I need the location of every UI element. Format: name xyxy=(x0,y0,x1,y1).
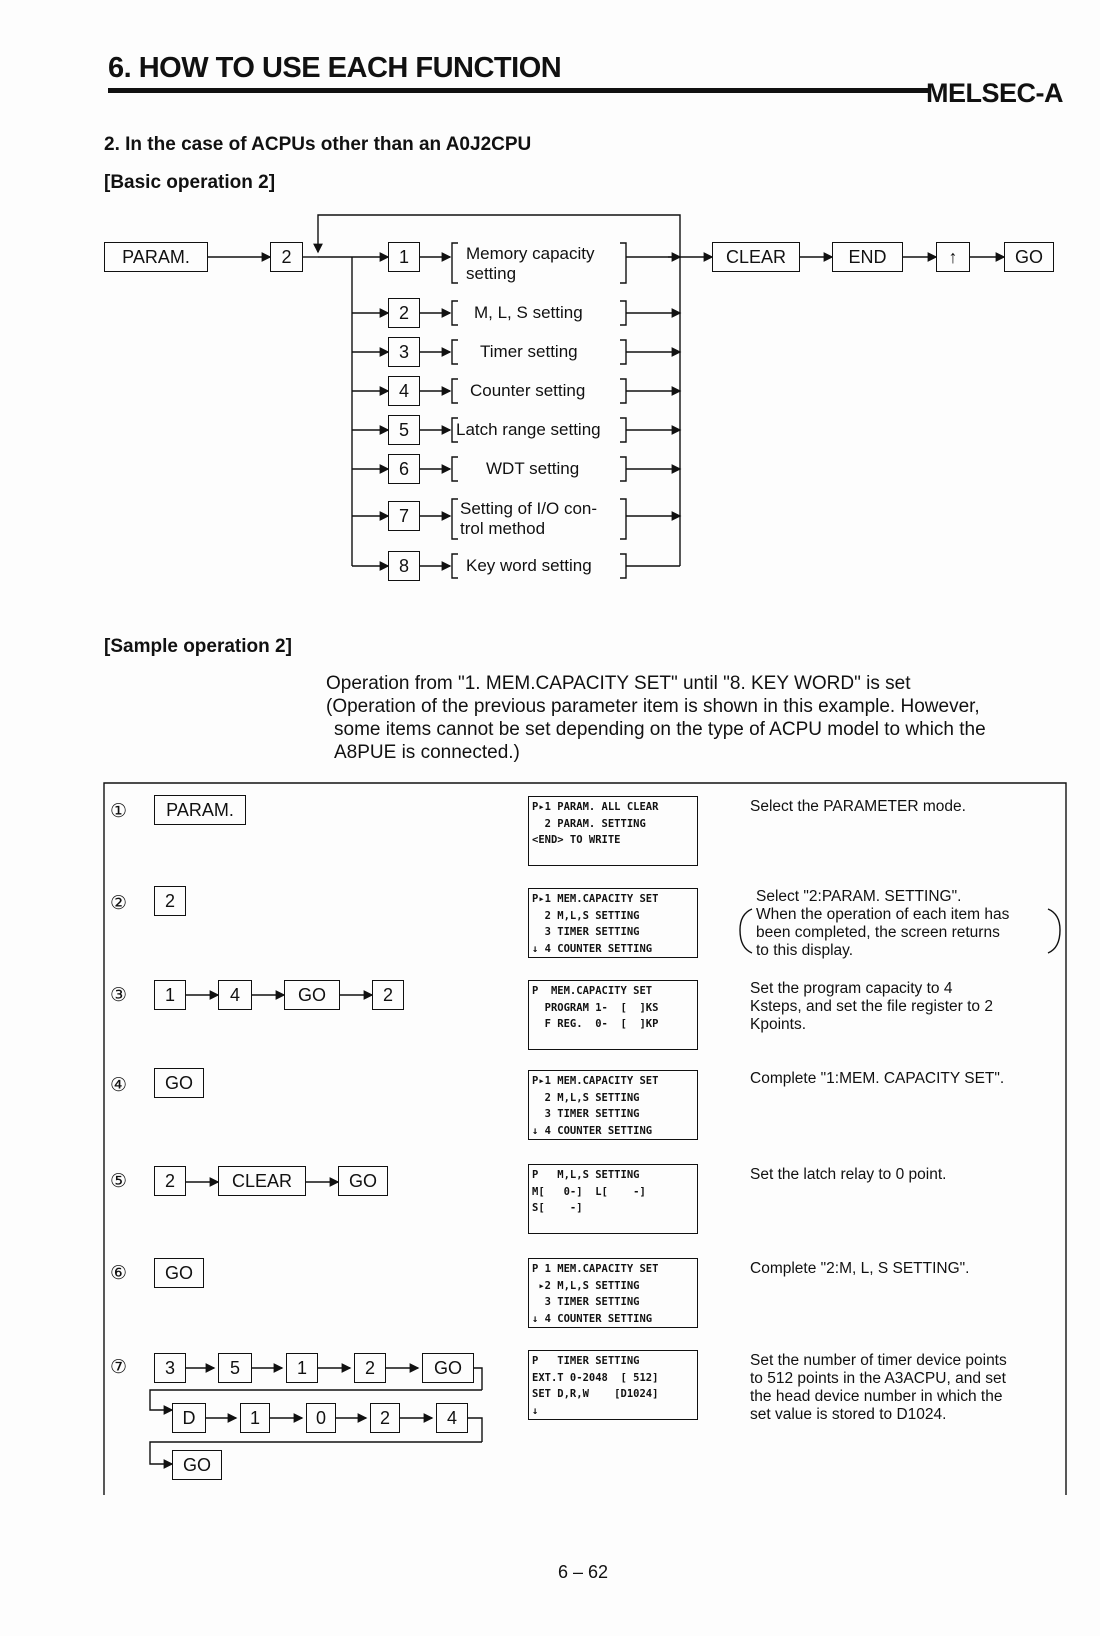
intro-line: some items cannot be set depending on the type of ACPU model to which the xyxy=(334,719,986,740)
lcd-line: P 1 MEM.CAPACITY SET xyxy=(532,1263,659,1275)
item-key-8: 8 xyxy=(388,551,420,581)
step-number: ② xyxy=(110,893,128,914)
step2-description xyxy=(756,888,1009,960)
intro-line: Operation from "1. MEM.CAPACITY SET" until "8. KEY WORD" is set xyxy=(326,673,911,694)
desc-line: Set the number of timer device points xyxy=(750,1352,1007,1369)
step3-key-2: 2 xyxy=(372,980,404,1010)
lcd-line: PROGRAM 1- [ ]KS xyxy=(532,1001,659,1014)
step-number: ⑤ xyxy=(110,1171,128,1192)
step5-lcd xyxy=(528,1164,698,1234)
step4-lcd xyxy=(528,1070,698,1140)
item-label-wdt-setting: WDT setting xyxy=(486,459,580,478)
step4-go-key: GO xyxy=(154,1068,204,1098)
lcd-line: 3 TIMER SETTING xyxy=(532,1108,640,1120)
item-key-7: 7 xyxy=(388,501,420,531)
step-number: ⑥ xyxy=(110,1263,128,1284)
lcd-line: P MEM.CAPACITY SET xyxy=(532,985,653,997)
lcd-line: ↓ 4 COUNTER SETTING xyxy=(532,1124,653,1137)
step7-go-key-final: GO xyxy=(172,1450,222,1480)
basic-operation-heading: [Basic operation 2] xyxy=(104,172,276,193)
item-key-6: 6 xyxy=(388,454,420,484)
up-arrow-key: ↑ xyxy=(936,242,970,272)
lcd-line: 2 PARAM. SETTING xyxy=(532,817,646,830)
step1-param-key: PARAM. xyxy=(154,795,246,825)
step7-key-d: D xyxy=(172,1403,206,1433)
lcd-line: ↓ 4 COUNTER SETTING xyxy=(532,942,653,955)
lcd-line: ▸2 M,L,S SETTING xyxy=(532,1279,640,1292)
item-label-line: setting xyxy=(466,264,517,283)
key-2: 2 xyxy=(270,242,303,272)
param-key: PARAM. xyxy=(104,242,208,272)
desc-line: Set the program capacity to 4 xyxy=(750,980,953,997)
item-label-key-word: Key word setting xyxy=(466,556,592,575)
step7-key-0: 0 xyxy=(306,1403,336,1433)
go-key: GO xyxy=(1004,242,1054,272)
desc-line: to this display. xyxy=(756,942,854,959)
step3-description xyxy=(750,980,993,1034)
step7-lcd xyxy=(528,1350,698,1420)
step1-lcd xyxy=(528,796,698,866)
lcd-line: 2 M,L,S SETTING xyxy=(532,1091,640,1104)
clear-key: CLEAR xyxy=(712,242,800,272)
lcd-line: P M,L,S SETTING xyxy=(532,1169,640,1181)
item-label-line: Setting of I/O con- xyxy=(460,499,598,518)
intro-line: A8PUE is connected.) xyxy=(334,742,520,763)
step-number: ③ xyxy=(110,985,128,1006)
step-number: ④ xyxy=(110,1075,128,1096)
lcd-line: ↓ 4 COUNTER SETTING xyxy=(532,1312,653,1325)
desc-line: set value is stored to D1024. xyxy=(750,1406,947,1423)
lcd-line: F REG. 0- [ ]KP xyxy=(532,1018,659,1030)
desc-line: to 512 points in the A3ACPU, and set xyxy=(750,1370,1006,1387)
intro-line: (Operation of the previous parameter item is shown in this example. However, xyxy=(326,696,980,717)
step1-description: Select the PARAMETER mode. xyxy=(750,798,966,815)
step7-key-3: 3 xyxy=(154,1353,186,1383)
step5-key-2: 2 xyxy=(154,1166,186,1196)
step3-key-1: 1 xyxy=(154,980,186,1010)
item-key-5: 5 xyxy=(388,415,420,445)
lcd-line: 2 M,L,S SETTING xyxy=(532,909,640,922)
lcd-line: ↓ xyxy=(532,1404,539,1417)
step7-key-5: 5 xyxy=(218,1353,252,1383)
desc-line: the head device number in which the xyxy=(750,1388,1003,1405)
step7-key-2: 2 xyxy=(354,1353,386,1383)
step6-go-key: GO xyxy=(154,1258,204,1288)
lcd-line: 3 TIMER SETTING xyxy=(532,1296,640,1308)
item-key-3: 3 xyxy=(388,337,420,367)
sample-intro xyxy=(326,672,986,764)
lcd-line: S[ -] xyxy=(532,1202,583,1214)
lcd-line: P TIMER SETTING xyxy=(532,1355,640,1367)
lcd-line: M[ 0-] L[ -] xyxy=(532,1185,646,1198)
section-title: 2. In the case of ACPUs other than an A0J2CPU xyxy=(104,134,532,155)
item-label-memory-capacity xyxy=(466,244,594,284)
step3-key-4: 4 xyxy=(218,980,252,1010)
step7-go-key: GO xyxy=(422,1353,474,1383)
lcd-line: <END> TO WRITE xyxy=(532,834,621,846)
step7-key-4: 4 xyxy=(436,1403,468,1433)
step7-description xyxy=(750,1352,1007,1424)
item-label-line: trol method xyxy=(460,519,546,538)
desc-line: When the operation of each item has xyxy=(756,906,1010,923)
item-label-io-control xyxy=(460,499,597,539)
desc-line: Ksteps, and set the file register to 2 xyxy=(750,998,993,1015)
item-label-line: Memory capacity xyxy=(466,244,595,263)
item-label-timer-setting: Timer setting xyxy=(480,342,578,361)
item-key-2: 2 xyxy=(388,298,420,328)
lcd-line: P▸1 MEM.CAPACITY SET xyxy=(532,893,659,905)
sample-operation-heading: [Sample operation 2] xyxy=(104,636,292,657)
step-number: ⑦ xyxy=(110,1357,128,1378)
step6-description: Complete "2:M, L, S SETTING". xyxy=(750,1260,970,1277)
brand-label: MELSEC-A xyxy=(926,78,1063,108)
step6-lcd xyxy=(528,1258,698,1328)
step7-key-1: 1 xyxy=(286,1353,318,1383)
step3-go-key: GO xyxy=(284,980,340,1010)
lcd-line: SET D,R,W [D1024] xyxy=(532,1388,659,1400)
item-label-counter-setting: Counter setting xyxy=(470,381,586,400)
desc-line: been completed, the screen returns xyxy=(756,924,1000,941)
step4-description: Complete "1:MEM. CAPACITY SET". xyxy=(750,1070,1005,1087)
lcd-line: P▸1 PARAM. ALL CLEAR xyxy=(532,801,659,813)
item-key-4: 4 xyxy=(388,376,420,406)
step7-key-1b: 1 xyxy=(240,1403,270,1433)
step2-lcd xyxy=(528,888,698,958)
item-label-latch-range: Latch range setting xyxy=(456,420,601,439)
step5-description: Set the latch relay to 0 point. xyxy=(750,1166,947,1183)
page-number: 6 – 62 xyxy=(558,1562,609,1582)
step3-lcd xyxy=(528,980,698,1050)
step5-clear-key: CLEAR xyxy=(218,1166,306,1196)
lcd-line: P▸1 MEM.CAPACITY SET xyxy=(532,1075,659,1087)
end-key: END xyxy=(832,242,903,272)
desc-line: Kpoints. xyxy=(750,1016,807,1033)
item-key-1: 1 xyxy=(388,242,420,272)
step5-go-key: GO xyxy=(338,1166,388,1196)
step2-key-2: 2 xyxy=(154,886,186,916)
step-number: ① xyxy=(110,801,128,822)
lcd-line: EXT.T 0-2048 [ 512] xyxy=(532,1371,659,1384)
item-label-mls-setting: M, L, S setting xyxy=(474,303,583,322)
desc-line: Select "2:PARAM. SETTING". xyxy=(756,888,962,905)
lcd-line: 3 TIMER SETTING xyxy=(532,926,640,938)
step7-key-2b: 2 xyxy=(370,1403,400,1433)
chapter-title: 6. HOW TO USE EACH FUNCTION xyxy=(108,52,562,84)
